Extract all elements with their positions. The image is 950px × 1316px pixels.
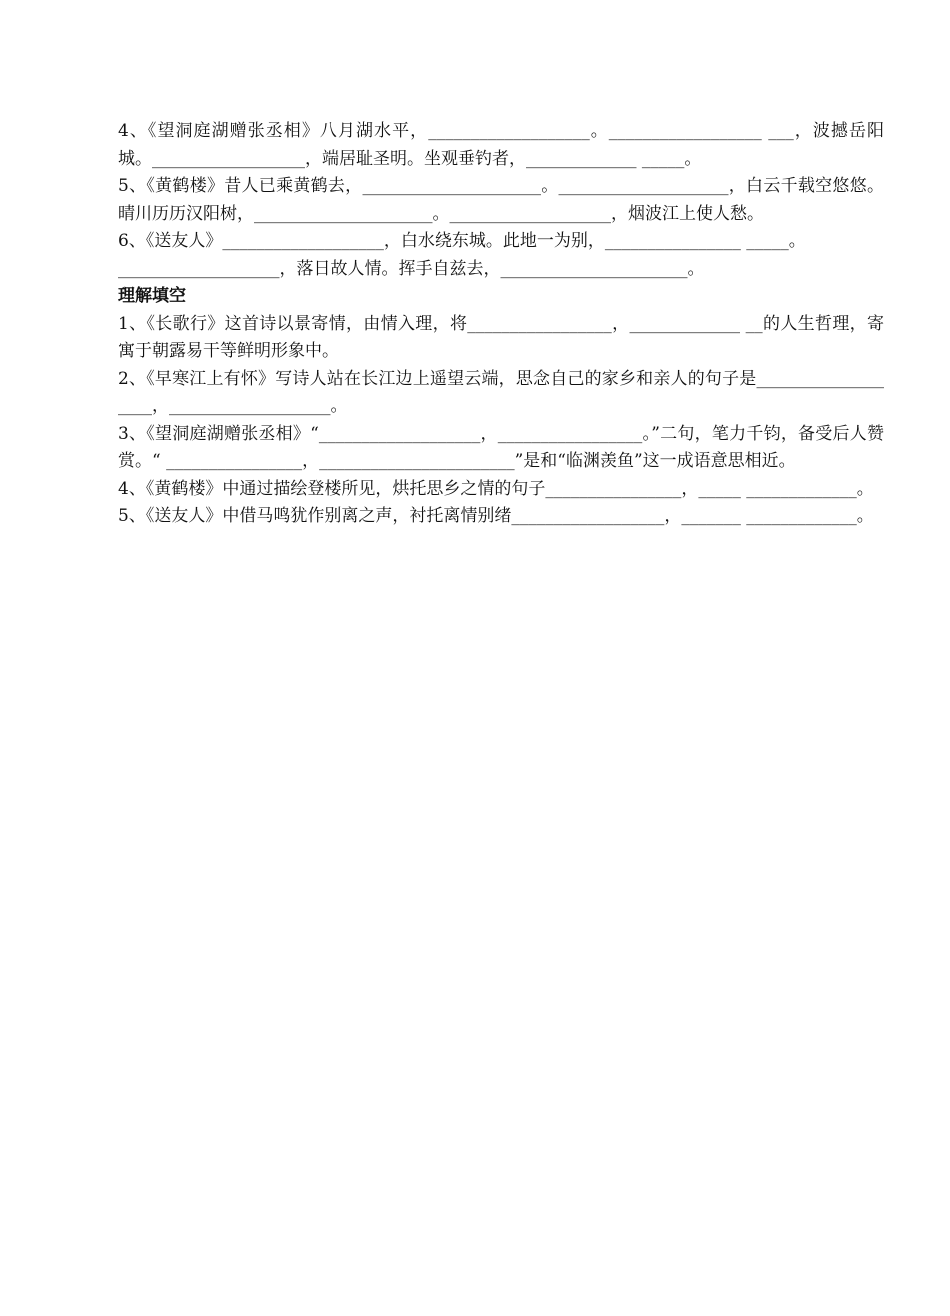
comprehension-question-3: 3、《望洞庭湖赠张丞相》“___________________，_________________。”二句，笔力千钧，备受后人赞赏。“ ________________，_______________________”是和“临渊羡鱼”这一成语意思相近。: [118, 423, 884, 471]
document-page: [118, 118, 884, 531]
question-4-wangdongting: 4、《望洞庭湖赠张丞相》八月湖水平，___________________。__________________ ___，波撼岳阳城。__________________，端居耻圣明。坐观垂钓者，_____________ _____。: [118, 121, 884, 169]
comprehension-question-2: 2、《早寒江上有怀》写诗人站在长江边上遥望云端，思念自己的家乡和亲人的句子是___________________，___________________。: [118, 368, 884, 416]
question-6-continued: ___________________，落日故人情。挥手自兹去，______________________。: [118, 258, 705, 279]
comprehension-question-1: 1、《长歌行》这首诗以景寄情，由情入理，将_________________，_____________ __的人生哲理，寄寓于朝露易干等鲜明形象中。: [118, 313, 884, 361]
question-5-huanghelou: 5、《黄鹤楼》昔人已乘黄鹤去，_____________________。____________________，白云千载空悠悠。晴川历历汉阳树，_____________________。___________________，烟波江上使人愁。: [118, 176, 884, 224]
section-heading-comprehension: 理解填空: [118, 286, 186, 306]
comprehension-question-4: 4、《黄鹤楼》中通过描绘登楼所见，烘托思乡之情的句子________________，_____ _____________。: [118, 478, 874, 499]
question-6-songyouren: 6、《送友人》___________________，白水绕东城。此地一为别，________________ _____。: [118, 231, 806, 251]
comprehension-question-5: 5、《送友人》中借马鸣犹作别离之声，衬托离情别绪__________________，_______ _____________。: [118, 506, 874, 526]
